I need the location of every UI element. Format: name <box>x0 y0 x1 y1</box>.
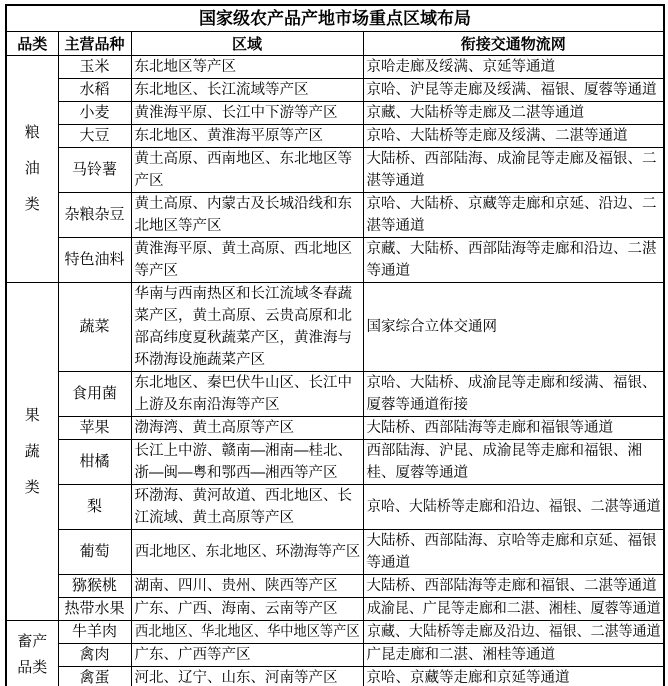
logistics-text: 大陆桥、西部陆海、京哈等走廊和京延、福银等通道 <box>366 533 657 571</box>
logistics-text: 成渝昆、广昆等走廊和二湛、湘桂、厦蓉等通道 <box>366 601 661 617</box>
logistics-cell <box>363 644 664 667</box>
category-label-line: 果 <box>24 406 40 424</box>
variety-label: 蔬菜 <box>79 318 110 335</box>
region-text: 黄土高原、西南地区、东北地区等产区 <box>134 151 352 189</box>
variety-cell <box>58 667 131 686</box>
variety-label: 杂粮杂豆 <box>64 206 125 223</box>
logistics-cell <box>363 79 664 102</box>
logistics-text: 京哈、大陆桥、成渝昆等走廊和绥满、福银、厦蓉等通道衔接 <box>366 375 657 413</box>
variety-label: 特色油料 <box>64 251 125 268</box>
logistics-text: 国家综合立体交通网 <box>366 319 497 335</box>
table-row <box>6 530 664 575</box>
logistics-text: 京哈走廊及绥满、京延等通道 <box>366 59 555 75</box>
variety-label: 禽肉 <box>79 646 110 663</box>
table-title: 国家级农产品产地市场重点区域布局 <box>6 5 664 32</box>
region-cell <box>131 193 363 238</box>
table-body <box>6 56 664 686</box>
region-text: 东北地区、黄淮海平原等产区 <box>134 128 323 144</box>
variety-label: 大豆 <box>79 127 110 144</box>
region-text: 广东、广西等产区 <box>134 647 251 663</box>
logistics-cell <box>363 283 664 372</box>
region-cell <box>131 621 363 644</box>
logistics-cell <box>363 56 664 79</box>
logistics-cell <box>363 372 664 417</box>
region-text: 东北地区、秦巴伏牛山区、长江中上游及东南沿海等产区 <box>134 375 352 413</box>
logistics-text: 京哈、沪昆等走廊及绥满、福银、厦蓉等通道 <box>366 82 657 98</box>
table-row <box>6 485 664 530</box>
table-row <box>6 102 664 125</box>
table-row <box>6 667 664 686</box>
logistics-cell <box>363 148 664 193</box>
logistics-cell <box>363 417 664 440</box>
variety-label: 牛羊肉 <box>71 623 117 640</box>
variety-label: 苹果 <box>79 419 110 436</box>
col-header-region: 区域 <box>131 32 363 56</box>
variety-label: 柑橘 <box>79 453 110 470</box>
col-header-category: 品类 <box>6 32 58 56</box>
variety-label: 马铃薯 <box>71 161 117 178</box>
region-text: 黄淮海平原、长江中下游等产区 <box>134 105 338 121</box>
table-row <box>6 79 664 102</box>
variety-label: 小麦 <box>79 104 110 121</box>
region-cell <box>131 485 363 530</box>
logistics-text: 京藏、大陆桥等走廊及沿边、福银、二湛等通道 <box>366 624 661 640</box>
logistics-cell <box>363 575 664 598</box>
variety-cell <box>58 575 131 598</box>
region-text: 渤海湾、黄土高原等产区 <box>134 420 294 436</box>
region-text: 西北地区、华北地区、华中地区等产区 <box>134 624 360 640</box>
region-text: 黄淮海平原、黄土高原、西北地区等产区 <box>134 241 352 279</box>
variety-cell <box>58 283 131 372</box>
variety-label: 葡萄 <box>79 543 110 560</box>
table-row <box>6 598 664 621</box>
category-cell <box>6 56 58 283</box>
table-row <box>6 621 664 644</box>
region-cell <box>131 372 363 417</box>
logistics-text: 大陆桥、西部陆海等走廊和福银等通道 <box>366 420 613 436</box>
region-cell <box>131 530 363 575</box>
logistics-cell <box>363 530 664 575</box>
region-cell <box>131 644 363 667</box>
region-cell <box>131 575 363 598</box>
variety-label: 禽蛋 <box>79 669 110 686</box>
variety-cell <box>58 598 131 621</box>
variety-label: 猕猴桃 <box>71 577 117 594</box>
category-label-line: 类 <box>24 478 40 496</box>
category-label-line: 粮 <box>24 124 40 141</box>
region-text: 湖南、四川、贵州、陕西等产区 <box>134 578 338 594</box>
region-cell <box>131 283 363 372</box>
category-label-line: 畜产 <box>17 633 48 650</box>
region-text: 东北地区等产区 <box>134 59 236 75</box>
region-cell <box>131 238 363 283</box>
variety-cell <box>58 417 131 440</box>
table-row <box>6 575 664 598</box>
category-cell <box>6 621 58 686</box>
title-row <box>6 5 664 32</box>
regional-layout-table <box>5 4 665 686</box>
col-header-variety: 主营品种 <box>58 32 131 56</box>
logistics-cell <box>363 125 664 148</box>
variety-cell <box>58 238 131 283</box>
variety-cell <box>58 621 131 644</box>
variety-label: 食用菌 <box>71 385 117 402</box>
variety-label: 玉米 <box>79 58 110 75</box>
table-row <box>6 417 664 440</box>
region-text: 环渤海、黄河故道、西北地区、长江流域、黄土高原等产区 <box>134 488 352 526</box>
variety-cell <box>58 440 131 485</box>
logistics-text: 京藏、大陆桥等走廊及二湛等通道 <box>366 105 584 121</box>
region-cell <box>131 56 363 79</box>
region-cell <box>131 148 363 193</box>
variety-cell <box>58 644 131 667</box>
region-text: 西北地区、东北地区、环渤海等产区 <box>134 544 360 560</box>
logistics-text: 京哈、大陆桥、京藏等走廊和京延、沿边、二湛等通道 <box>366 196 657 234</box>
logistics-text: 京哈、京藏等走廊和京延等通道 <box>366 670 570 686</box>
region-text: 黄土高原、内蒙古及长城沿线和东北地区等产区 <box>134 196 352 234</box>
region-text: 华南与西南热区和长江流域冬春蔬菜产区，黄土高原、云贵高原和北部高纬度夏秋蔬菜产区，黄淮海与环渤海设施蔬菜产区 <box>134 286 352 368</box>
logistics-text: 京哈、大陆桥等走廊及绥满、二湛等通道 <box>366 128 628 144</box>
table-row <box>6 56 664 79</box>
region-cell <box>131 417 363 440</box>
logistics-text: 大陆桥、西部陆海等走廊和福银、二湛等通道 <box>366 578 657 594</box>
variety-label: 水稻 <box>79 81 110 98</box>
logistics-cell <box>363 621 664 644</box>
logistics-cell <box>363 485 664 530</box>
category-label-line: 类 <box>24 196 40 213</box>
logistics-text: 西部陆海、沪昆、成渝昆等走廊和福银、湘桂、厦蓉等通道 <box>366 443 642 481</box>
variety-cell <box>58 148 131 193</box>
table-row <box>6 148 664 193</box>
logistics-text: 大陆桥、西部陆海、成渝昆等走廊及福银、二湛等通道 <box>366 151 657 189</box>
logistics-cell <box>363 667 664 686</box>
table-row <box>6 372 664 417</box>
region-text: 长江上中游、赣南—湘南—桂北、浙—闽—粤和鄂西—湘西等产区 <box>134 443 352 481</box>
category-label-line: 蔬 <box>24 442 40 460</box>
logistics-cell <box>363 238 664 283</box>
variety-cell <box>58 79 131 102</box>
table-row <box>6 238 664 283</box>
region-cell <box>131 79 363 102</box>
table-row <box>6 193 664 238</box>
logistics-text: 广昆走廊和二湛、湘桂等通道 <box>366 647 555 663</box>
variety-cell <box>58 530 131 575</box>
logistics-text: 京哈、大陆桥等走廊和沿边、福银、二湛等通道 <box>366 499 661 515</box>
region-text: 广东、广西、海南、云南等产区 <box>134 601 338 617</box>
variety-cell <box>58 125 131 148</box>
region-text: 河北、辽宁、山东、河南等产区 <box>134 670 338 686</box>
variety-label: 梨 <box>86 498 102 515</box>
region-cell <box>131 667 363 686</box>
region-cell <box>131 440 363 485</box>
table-row <box>6 644 664 667</box>
table-row <box>6 440 664 485</box>
region-cell <box>131 102 363 125</box>
logistics-cell <box>363 193 664 238</box>
logistics-cell <box>363 598 664 621</box>
variety-cell <box>58 485 131 530</box>
region-cell <box>131 598 363 621</box>
variety-label: 热带水果 <box>64 600 125 617</box>
region-text: 东北地区、长江流域等产区 <box>134 82 309 98</box>
table-row <box>6 283 664 372</box>
logistics-cell <box>363 102 664 125</box>
variety-cell <box>58 372 131 417</box>
variety-cell <box>58 193 131 238</box>
table-row <box>6 125 664 148</box>
category-cell <box>6 283 58 621</box>
header-row <box>6 32 664 56</box>
variety-cell <box>58 56 131 79</box>
region-cell <box>131 125 363 148</box>
logistics-text: 京藏、大陆桥、西部陆海等走廊和沿边、二湛等通道 <box>366 241 657 279</box>
variety-cell <box>58 102 131 125</box>
col-header-logistics: 衔接交通物流网 <box>363 32 664 56</box>
category-label-line: 品类 <box>17 659 48 676</box>
logistics-cell <box>363 440 664 485</box>
category-label-line: 油 <box>24 160 40 177</box>
